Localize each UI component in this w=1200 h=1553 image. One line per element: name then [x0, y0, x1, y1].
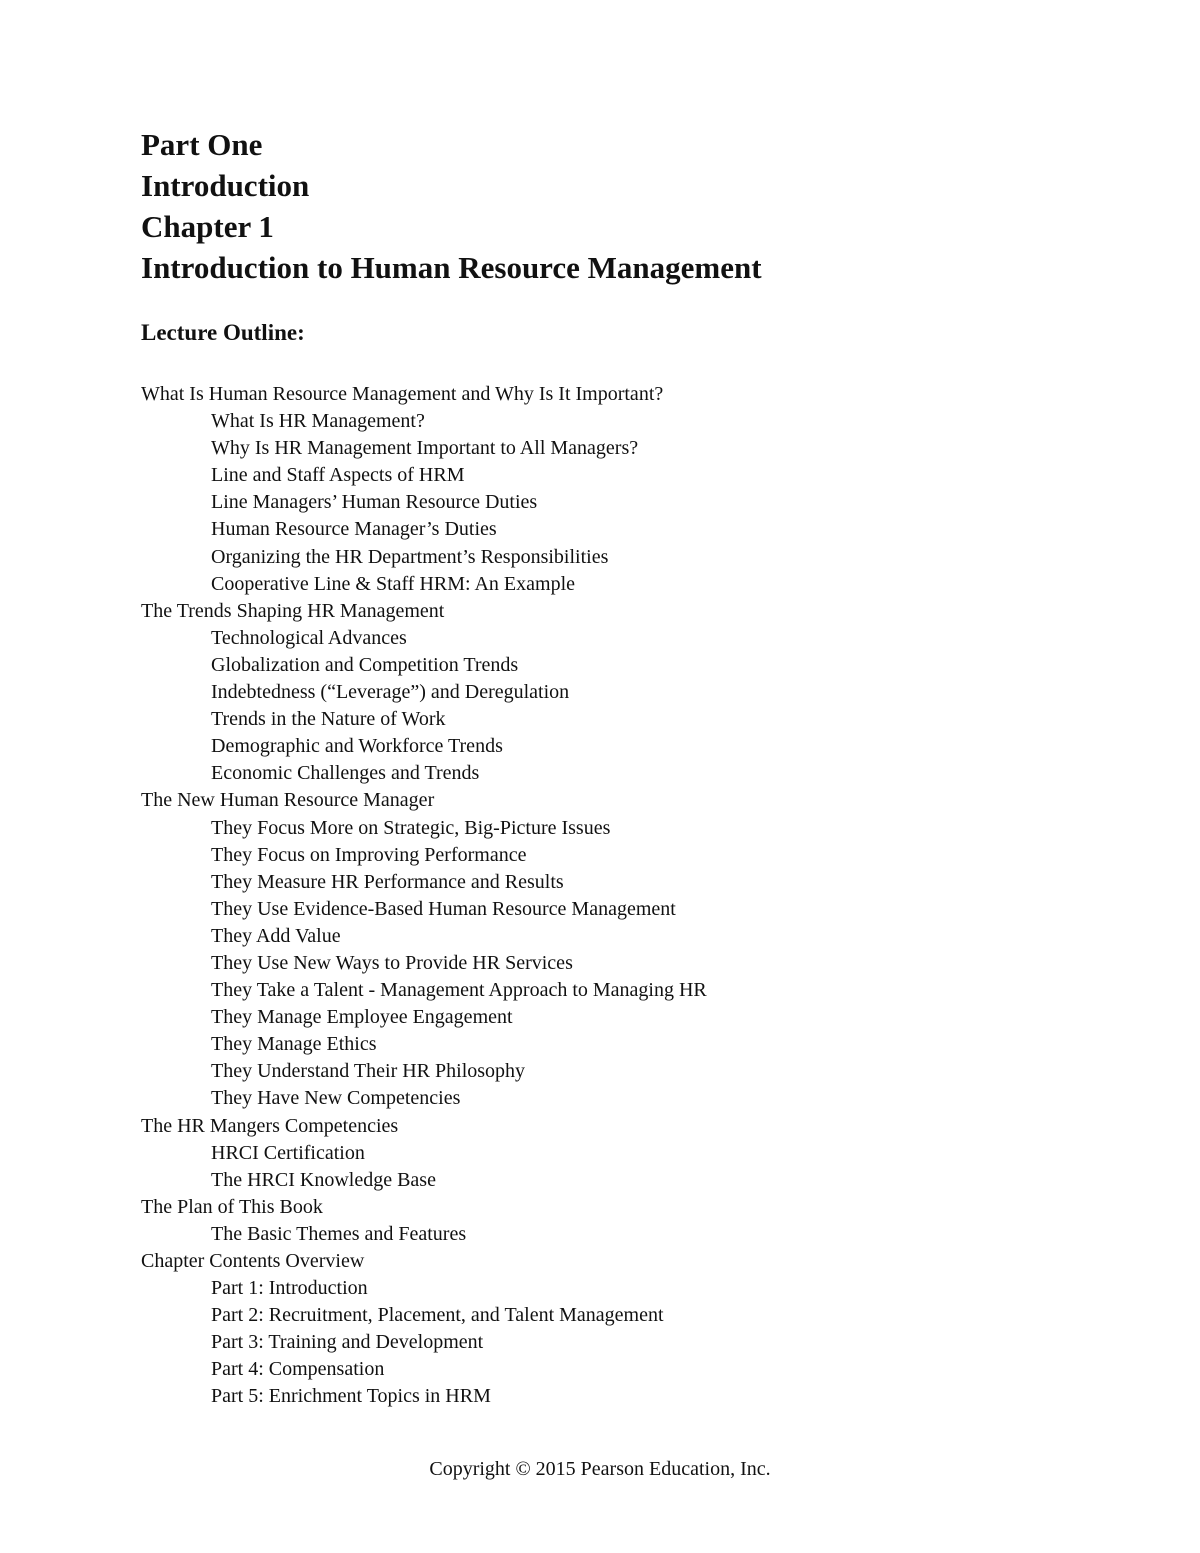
outline-subtopic: They Take a Talent - Management Approach to Managing HR — [211, 979, 707, 1002]
outline-subtopic-list — [141, 1140, 707, 1194]
outline-section — [141, 1194, 707, 1248]
outline-subtopic: Part 5: Enrichment Topics in HRM — [211, 1385, 491, 1408]
outline-section-title: Chapter Contents Overview — [141, 1250, 365, 1272]
outline-subtopic: Line Managers’ Human Resource Duties — [211, 491, 538, 514]
outline-section-title: What Is Human Resource Management and Why Is It Important? — [141, 383, 664, 405]
outline-subtopic: They Use Evidence-Based Human Resource Management — [211, 897, 676, 920]
lecture-outline — [141, 381, 707, 1411]
outline-section-title: The HR Mangers Competencies — [141, 1114, 399, 1137]
outline-section-title: The Trends Shaping HR Management — [141, 599, 445, 622]
outline-subtopic: Part 3: Training and Development — [211, 1331, 484, 1354]
outline-subtopic: They Focus More on Strategic, Big-Picture Issues — [211, 816, 611, 839]
outline-subtopic-list — [141, 1221, 707, 1248]
outline-section — [141, 1248, 707, 1411]
outline-subtopic-list — [141, 625, 707, 788]
outline-subtopic: Why Is HR Management Important to All Managers? — [211, 437, 639, 460]
outline-subtopic: Part 4: Compensation — [211, 1358, 385, 1381]
outline-section-title: The Plan of This Book — [141, 1195, 323, 1218]
outline-subtopic: Trends in the Nature of Work — [211, 708, 446, 731]
lecture-outline-heading: Lecture Outline: — [141, 320, 305, 345]
outline-subtopic-list — [141, 1275, 707, 1410]
copyright-text: Copyright © 2015 Pearson Education, Inc. — [429, 1458, 771, 1480]
outline-subtopic-list — [141, 815, 707, 1113]
outline-subtopic: Globalization and Competition Trends — [211, 653, 519, 676]
outline-subtopic: HRCI Certification — [211, 1141, 365, 1164]
outline-subtopic-list — [141, 408, 707, 598]
outline-subtopic: They Understand Their HR Philosophy — [211, 1060, 526, 1083]
outline-subtopic: They Manage Employee Engagement — [211, 1006, 513, 1029]
outline-section — [141, 598, 707, 788]
outline-section — [141, 1113, 707, 1194]
chapter-number: Chapter 1 — [141, 209, 274, 244]
outline-subtopic: They Have New Competencies — [211, 1087, 461, 1110]
part-heading: Part One — [141, 127, 263, 162]
outline-section — [141, 381, 707, 598]
part-title: Introduction — [141, 168, 310, 203]
outline-subtopic: Economic Challenges and Trends — [211, 762, 480, 785]
outline-subtopic: Cooperative Line & Staff HRM: An Example — [211, 572, 576, 595]
outline-subtopic: Technological Advances — [211, 626, 407, 649]
outline-subtopic: They Add Value — [211, 924, 341, 947]
outline-section — [141, 787, 707, 1112]
outline-subtopic: The Basic Themes and Features — [211, 1222, 467, 1245]
outline-subtopic: What Is HR Management? — [211, 410, 425, 433]
outline-subtopic: They Manage Ethics — [211, 1033, 377, 1056]
chapter-title: Introduction to Human Resource Management — [141, 250, 762, 285]
outline-subtopic: Demographic and Workforce Trends — [211, 735, 503, 758]
outline-subtopic: Indebtedness (“Leverage”) and Deregulation — [211, 681, 570, 704]
outline-subtopic: They Use New Ways to Provide HR Services — [211, 951, 573, 974]
outline-subtopic: Part 1: Introduction — [211, 1277, 368, 1300]
outline-subtopic: Line and Staff Aspects of HRM — [211, 464, 465, 487]
outline-section-title: The New Human Resource Manager — [141, 789, 435, 812]
outline-subtopic: Part 2: Recruitment, Placement, and Talent Management — [211, 1304, 664, 1327]
outline-subtopic: The HRCI Knowledge Base — [211, 1168, 436, 1191]
outline-subtopic: They Measure HR Performance and Results — [211, 870, 564, 893]
copyright-footer — [0, 1455, 1200, 1483]
outline-subtopic: Human Resource Manager’s Duties — [211, 518, 497, 541]
chapter-heading-block — [141, 124, 762, 288]
outline-subtopic: They Focus on Improving Performance — [211, 843, 527, 866]
outline-subtopic: Organizing the HR Department’s Responsibilities — [211, 545, 609, 568]
